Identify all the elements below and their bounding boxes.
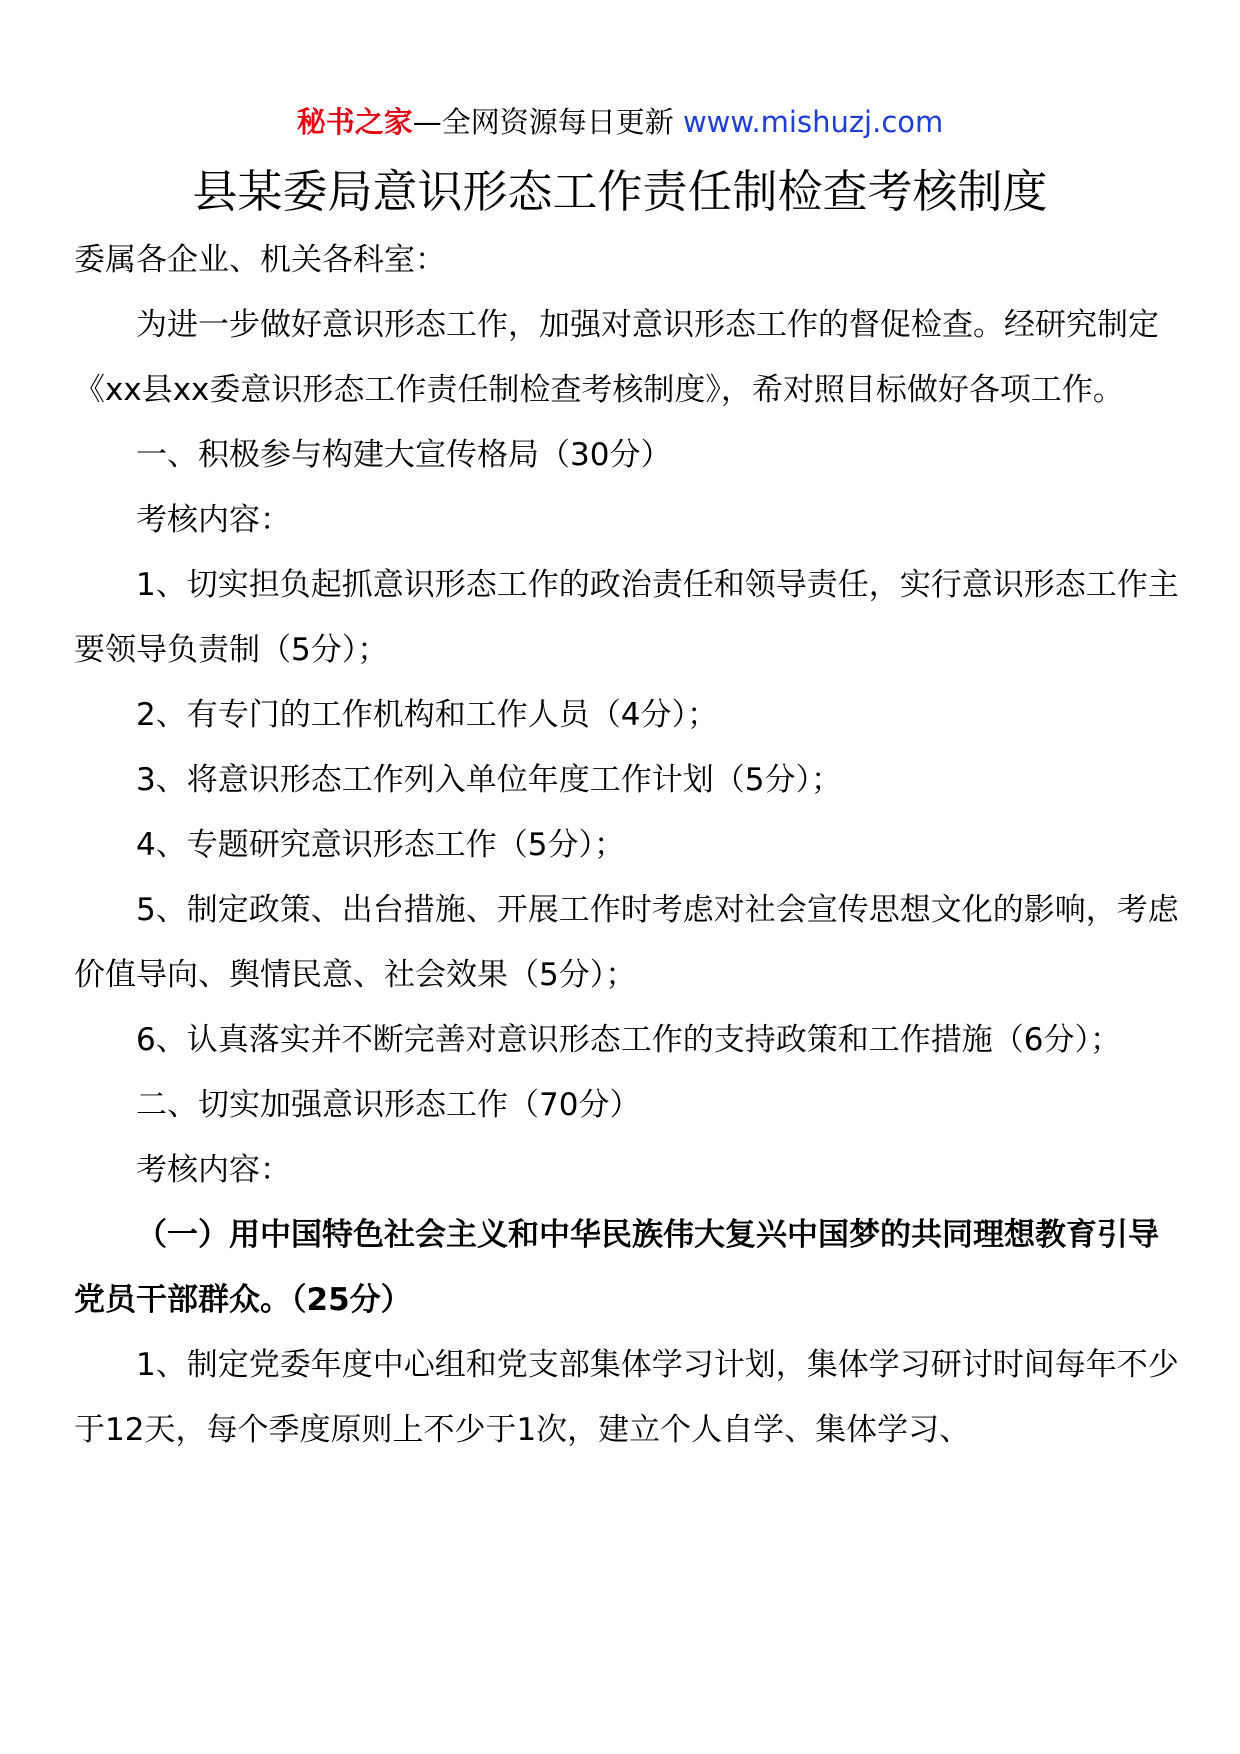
section-1-item-1: 1、切实担负起抓意识形态工作的政治责任和领导责任，实行意识形态工作主要领导负责制（5分）； [74, 567, 1179, 668]
section-1-content-label: 考核内容： [136, 502, 291, 538]
site-slogan: —全网资源每日更新 [412, 105, 674, 139]
site-header [0, 100, 1240, 144]
section-1-heading: 一、积极参与构建大宣传格局（30分） [136, 437, 672, 473]
section-1-item-5: 5、制定政策、出台措施、开展工作时考虑对社会宣传思想文化的影响，考虑价值导向、舆情民意、社会效果（5分）； [74, 892, 1179, 993]
intro-paragraph: 为进一步做好意识形态工作，加强对意识形态工作的督促检查。经研究制定《xx县xx委意识形态工作责任制检查考核制度》，希对照目标做好各项工作。 [74, 307, 1159, 408]
section-1-item-3: 3、将意识形态工作列入单位年度工作计划（5分）； [136, 762, 842, 798]
section-1-item-2: 2、有专门的工作机构和工作人员（4分）； [136, 697, 718, 733]
section-2-heading: 二、切实加强意识形态工作（70分） [136, 1087, 641, 1123]
document-title: 县某委局意识形态工作责任制检查考核制度 [192, 165, 1048, 218]
site-url-link[interactable]: www.mishuzj.com [682, 105, 944, 139]
section-2-content-label: 考核内容： [136, 1152, 291, 1188]
brand-name: 秘书之家 [296, 105, 413, 139]
salutation: 委属各企业、机关各科室： [74, 242, 446, 278]
section-1-item-6: 6、认真落实并不断完善对意识形态工作的支持政策和工作措施（6分）； [136, 1022, 1121, 1058]
section-1-item-4: 4、专题研究意识形态工作（5分）； [136, 827, 625, 863]
section-2-item-1: 1、制定党委年度中心组和党支部集体学习计划，集体学习研讨时间每年不少于12天，每个季度原则上不少于1次，建立个人自学、集体学习、 [74, 1347, 1179, 1448]
document-body [74, 228, 1184, 1463]
section-2-subheading: （一）用中国特色社会主义和中华民族伟大复兴中国梦的共同理想教育引导党员干部群众。（25分） [74, 1217, 1159, 1318]
